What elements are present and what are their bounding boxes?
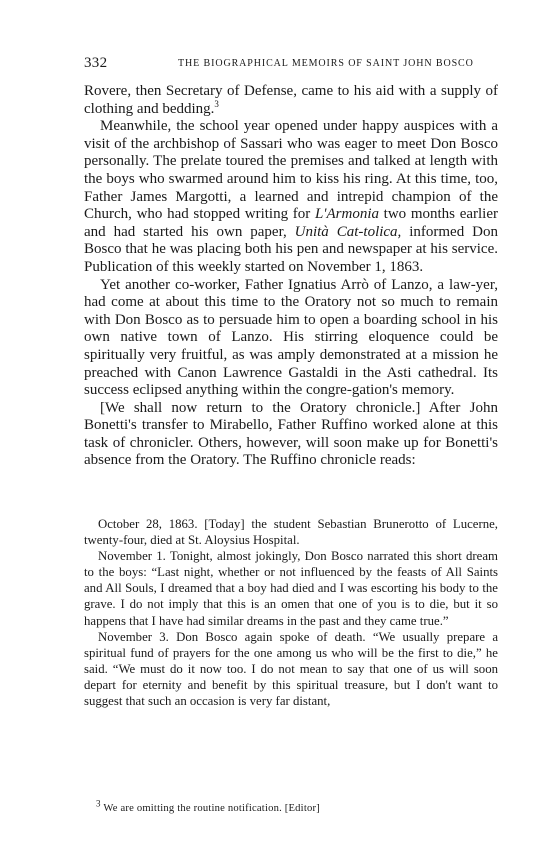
chronicle-entry-november-3: November 3. Don Bosco again spoke of death. “We usually prepare a spiritual fund of prayers for the one among us who will be the first to die,” he said. “We must do it now too. I do not mean to say that one of us will soon depart for eternity and benefit by this spiritual treasure, but I don't want to suggest that such an occasion is very far distant, <box>84 629 498 709</box>
paragraph-3: Yet another co-worker, Father Ignatius Arrò of Lanzo, a law-yer, had come at about this time to the Oratory not so much to remain with Don Bosco as to persuade him to open a boarding school in his own native town of Lanzo. His stirring eloquence could be spiritually very fruitful, as was amply demonstrated at a mission he preached with Canon Lawrence Gastaldi in the Asti cathedral. Its success eclipsed anything within the congre-gation's memory. <box>84 276 498 399</box>
newspaper-title-unita-cattolica: Unità Cat-tolica, <box>294 223 402 240</box>
footnote <box>96 798 498 815</box>
paragraph-2-text-b: two months earlier and had started his own paper, <box>84 206 498 240</box>
paragraph-2-text-c: informed Don Bosco that he was placing both his pen and newspaper at his service. Publication of this weekly started on November 1, 1863. <box>84 223 498 275</box>
paragraph-1 <box>84 83 498 118</box>
newspaper-title-armonia: L'Armonia <box>314 206 379 223</box>
footnote-text: We are omitting the routine notification. [Editor] <box>103 803 320 814</box>
page-number: 332 <box>84 55 108 71</box>
chronicle-entry-october-28: October 28, 1863. [Today] the student Sebastian Brunerotto of Lucerne, twenty-four, died at St. Aloysius Hospital. <box>84 517 498 548</box>
paragraph-4: [We shall now return to the Oratory chronicle.] After John Bonetti's transfer to Mirabello, Father Ruffino worked alone at this task of chronicler. Others, however, will soon make up for Bonetti's absence from the Oratory. The Ruffino chronicle reads: <box>84 399 498 469</box>
chronicle-excerpt <box>84 516 498 709</box>
page-header <box>84 55 498 75</box>
paragraph-2-text-a: Meanwhile, the school year opened under happy auspices with a visit of the archbishop of Sassari who was eager to meet Don Bosco personally. The prelate toured the premises and talked at length with the boys who swarmed around him to kiss his ring. At this time, too, Father James Margotti, a learned and intrepid champion of the Church, who had stopped writing for <box>84 118 498 223</box>
chronicle-entry-november-1: November 1. Tonight, almost jokingly, Don Bosco narrated this short dream to the boys: “Last night, whether or not influenced by the feasts of All Saints and All Souls, I dreamed that a boy had died and I was escorting his body to the grave. I do not imply that this is an omen that one of you is to die, but it so happens that I have had similar dreams in the past and they came true.” <box>84 549 498 628</box>
footnote-reference: 3 <box>214 98 219 109</box>
running-head: THE BIOGRAPHICAL MEMOIRS OF SAINT JOHN BOSCO <box>178 58 474 69</box>
footnote-marker: 3 <box>96 798 101 809</box>
main-text <box>84 83 498 470</box>
paragraph-1-text: Rovere, then Secretary of Defense, came to his aid with a supply of clothing and bedding. <box>84 83 498 117</box>
paragraph-2 <box>84 118 498 276</box>
